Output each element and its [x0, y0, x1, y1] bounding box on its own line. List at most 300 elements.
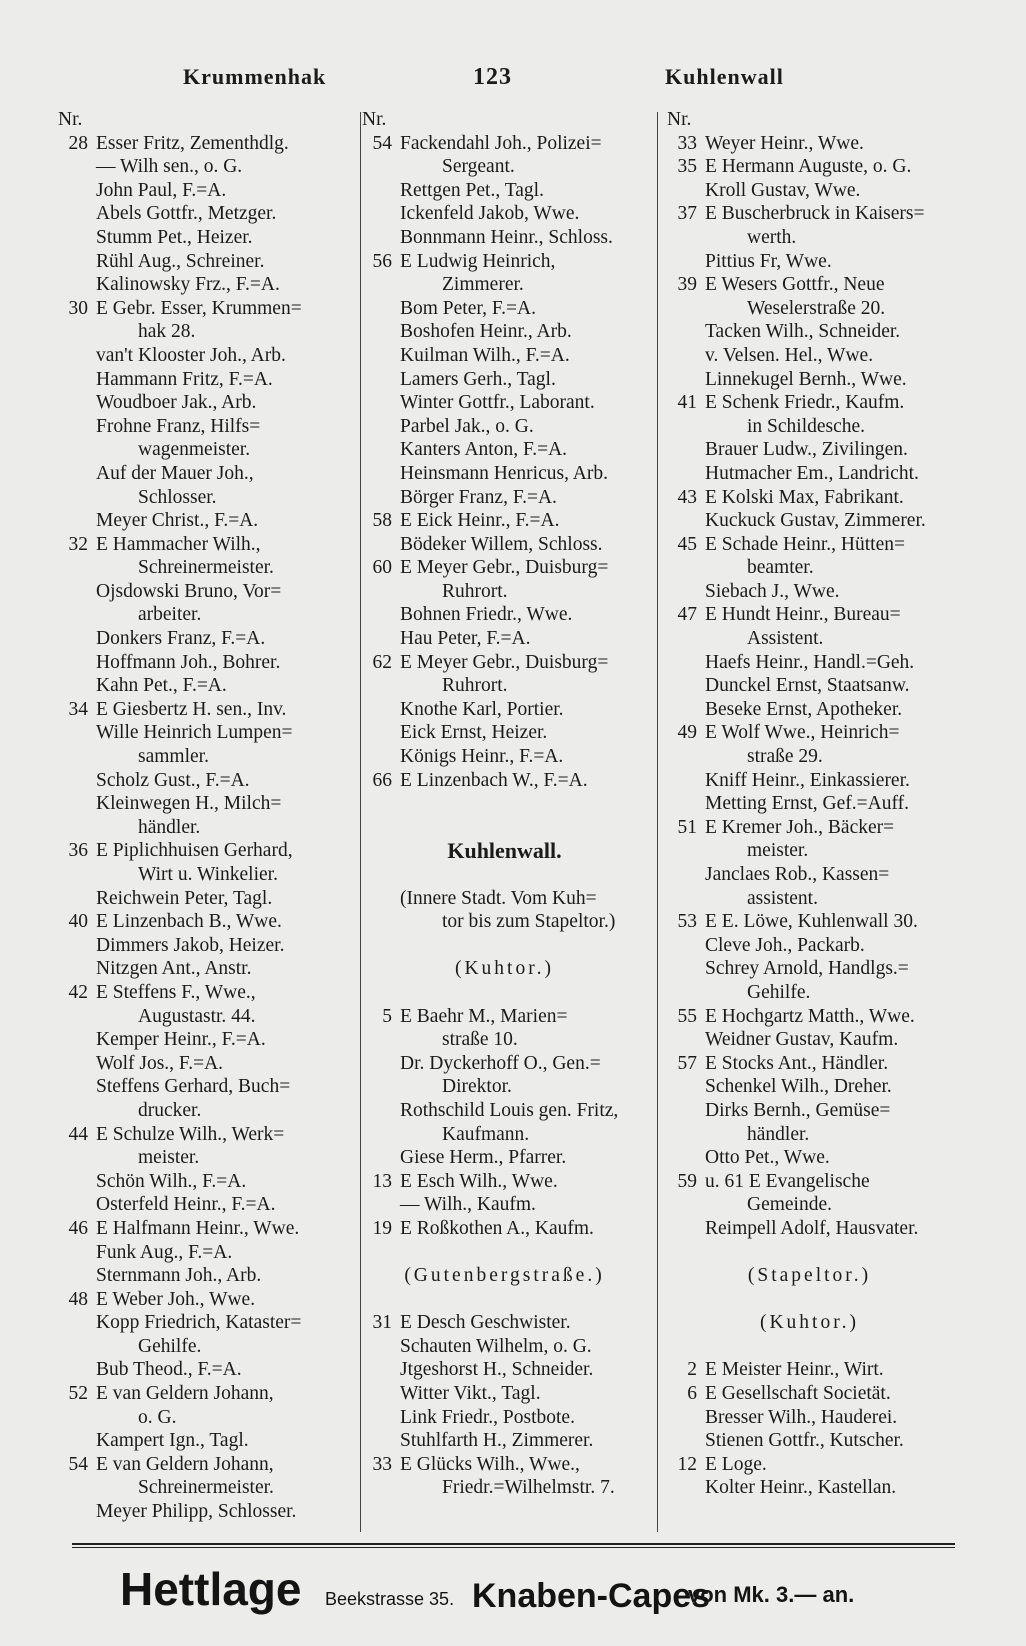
entry-text: van't Klooster Joh., Arb.: [96, 344, 286, 366]
directory-line: [58, 745, 358, 769]
entry-text: Linnekugel Bernh., Wwe.: [705, 368, 907, 390]
entry-text: wagenmeister.: [138, 439, 251, 461]
entry-text: Kahn Pet., F.=A.: [96, 675, 227, 697]
house-number: 33: [372, 1453, 392, 1475]
directory-line: [667, 1453, 967, 1477]
directory-line: [58, 1028, 358, 1052]
directory-line: [667, 509, 967, 533]
entry-text: E Esch Wilh., Wwe.: [400, 1170, 558, 1192]
ad-brand: Hettlage: [120, 1563, 302, 1615]
house-number: 39: [677, 274, 697, 296]
header-left-street: Krummenhak: [183, 64, 327, 89]
directory-line: [362, 887, 662, 911]
section-heading: (Gutenbergstraße.): [404, 1265, 605, 1287]
directory-line: [362, 486, 662, 510]
entry-text: werth.: [747, 226, 797, 248]
entry-text: assistent.: [747, 887, 818, 909]
page-number: 123: [473, 64, 512, 90]
directory-line: [667, 250, 967, 274]
entry-text: Knothe Karl, Portier.: [400, 698, 564, 720]
entry-text: in Schildesche.: [747, 415, 866, 437]
directory-line: [58, 179, 358, 203]
ad-price: von Mk. 3.— an.: [688, 1582, 855, 1607]
entry-text: Kaufmann.: [442, 1123, 530, 1145]
entry-text: E Piplichhuisen Gerhard,: [96, 840, 293, 862]
directory-line: [58, 957, 358, 981]
house-number: 37: [677, 203, 697, 225]
entry-text: Rühl Aug., Schreiner.: [96, 250, 265, 272]
directory-line: [362, 368, 662, 392]
column-2: [362, 108, 662, 1528]
directory-line: [362, 179, 662, 203]
entry-text: Meyer Christ., F.=A.: [96, 510, 259, 532]
entry-text: Eick Ernst, Heizer.: [400, 722, 548, 744]
directory-line: [362, 910, 662, 934]
directory-line: [362, 132, 662, 156]
entry-text: o. G.: [138, 1406, 177, 1428]
entry-text: u. 61 E Evangelische: [705, 1170, 870, 1192]
entry-text: Auf der Mauer Joh.,: [96, 462, 254, 484]
house-number: 53: [677, 911, 697, 933]
entry-text: — Wilh sen., o. G.: [96, 156, 243, 178]
entry-text: Reichwein Peter, Tagl.: [96, 887, 273, 909]
entry-text: Haefs Heinr., Handl.=Geh.: [705, 651, 915, 673]
directory-line: [362, 1123, 662, 1147]
directory-line: [362, 957, 662, 981]
house-number: 60: [372, 557, 392, 579]
entry-text: Kopp Friedrich, Kataster=: [96, 1312, 302, 1334]
house-number: 28: [68, 132, 88, 154]
directory-line: [58, 1052, 358, 1076]
entry-text: E Roßkothen A., Kaufm.: [400, 1217, 594, 1239]
directory-line: [362, 344, 662, 368]
house-number: 62: [372, 651, 392, 673]
directory-line: [58, 226, 358, 250]
directory-line: [667, 462, 967, 486]
entry-text: Hammann Fritz, F.=A.: [96, 368, 273, 390]
entry-text: Assistent.: [747, 628, 824, 650]
entry-text: E Hochgartz Matth., Wwe.: [705, 1005, 915, 1027]
directory-line: [58, 1075, 358, 1099]
directory-line: [667, 698, 967, 722]
directory-line: [667, 981, 967, 1005]
directory-line: [362, 1075, 662, 1099]
entry-text: Tacken Wilh., Schneider.: [705, 321, 901, 343]
directory-line: [58, 1358, 358, 1382]
house-number: 36: [68, 840, 88, 862]
entry-text: Dimmers Jakob, Heizer.: [96, 934, 285, 956]
entry-text: Dunckel Ernst, Staatsanw.: [705, 675, 910, 697]
entry-text: Otto Pet., Wwe.: [705, 1147, 830, 1169]
running-header: [155, 64, 805, 98]
entry-text: Kuilman Wilh., F.=A.: [400, 344, 570, 366]
entry-text: Lamers Gerh., Tagl.: [400, 368, 556, 390]
directory-line: [58, 108, 358, 132]
directory-line: [58, 887, 358, 911]
entry-text: Kemper Heinr., F.=A.: [96, 1029, 266, 1051]
footer-rule: [72, 1543, 955, 1545]
directory-line: [667, 320, 967, 344]
directory-line: [58, 863, 358, 887]
directory-line: [667, 745, 967, 769]
entry-text: Kalinowsky Frz., F.=A.: [96, 274, 280, 296]
directory-line: [58, 1500, 358, 1524]
directory-line: [362, 533, 662, 557]
entry-text: E Glücks Wilh., Wwe.,: [400, 1453, 580, 1475]
directory-line: [667, 438, 967, 462]
directory-line: [58, 769, 358, 793]
directory-line: [667, 957, 967, 981]
entry-text: straße 29.: [747, 746, 823, 768]
entry-text: Ruhrort.: [442, 580, 508, 602]
entry-text: E Wolf Wwe., Heinrich=: [705, 722, 900, 744]
directory-line: [58, 273, 358, 297]
directory-line: [667, 368, 967, 392]
entry-text: beamter.: [747, 557, 814, 579]
ad-product: Knaben-Capes: [472, 1577, 711, 1615]
entry-text: straße 10.: [442, 1029, 518, 1051]
directory-line: [667, 1099, 967, 1123]
directory-line: [58, 486, 358, 510]
directory-line: [667, 769, 967, 793]
house-number: 56: [372, 250, 392, 272]
directory-line: [667, 816, 967, 840]
directory-line: [58, 415, 358, 439]
entry-text: Schauten Wilhelm, o. G.: [400, 1335, 592, 1357]
directory-line: [58, 627, 358, 651]
directory-line: [58, 698, 358, 722]
directory-line: [58, 533, 358, 557]
directory-line: [667, 651, 967, 675]
entry-text: Ickenfeld Jakob, Wwe.: [400, 203, 580, 225]
directory-line: [58, 1264, 358, 1288]
entry-text: — Wilh., Kaufm.: [400, 1194, 536, 1216]
house-number: 6: [687, 1383, 697, 1405]
directory-line: [362, 1406, 662, 1430]
house-number: 58: [372, 510, 392, 532]
entry-text: drucker.: [138, 1099, 202, 1121]
house-number: 66: [372, 769, 392, 791]
directory-line: [58, 368, 358, 392]
entry-text: Kuckuck Gustav, Zimmerer.: [705, 510, 926, 532]
entry-text: Friedr.=Wilhelmstr. 7.: [442, 1477, 615, 1499]
directory-line: [667, 132, 967, 156]
entry-text: Fackendahl Joh., Polizei=: [400, 132, 602, 154]
entry-text: händler.: [747, 1123, 810, 1145]
directory-line: [362, 462, 662, 486]
directory-line: [58, 556, 358, 580]
directory-line: [667, 1476, 967, 1500]
entry-text: E Kolski Max, Fabrikant.: [705, 486, 904, 508]
directory-line: [667, 415, 967, 439]
entry-text: Hau Peter, F.=A.: [400, 628, 531, 650]
directory-line: [58, 1123, 358, 1147]
directory-line: [58, 1311, 358, 1335]
directory-line: [362, 863, 662, 887]
entry-text: Börger Franz, F.=A.: [400, 486, 557, 508]
entry-text: Scholz Gust., F.=A.: [96, 769, 250, 791]
entry-text: Hoffmann Joh., Bohrer.: [96, 651, 281, 673]
directory-line: [667, 486, 967, 510]
directory-line: [362, 816, 662, 840]
entry-text: Parbel Jak., o. G.: [400, 415, 534, 437]
house-number: 55: [677, 1005, 697, 1027]
entry-text: Weyer Heinr., Wwe.: [705, 132, 864, 154]
entry-text: Reimpell Adolf, Hausvater.: [705, 1217, 919, 1239]
directory-line: [58, 438, 358, 462]
directory-line: [362, 1146, 662, 1170]
entry-text: tor bis zum Stapeltor.): [442, 911, 616, 933]
directory-line: [362, 1028, 662, 1052]
entry-text: E Buscherbruck in Kaisers=: [705, 203, 925, 225]
entry-text: Metting Ernst, Gef.=Auff.: [705, 793, 909, 815]
directory-line: [667, 1358, 967, 1382]
directory-line: [667, 1193, 967, 1217]
directory-line: [362, 1429, 662, 1453]
house-number: 31: [372, 1312, 392, 1334]
directory-line: [58, 250, 358, 274]
entry-text: Bonnmann Heinr., Schloss.: [400, 226, 613, 248]
directory-line: [667, 297, 967, 321]
directory-line: [362, 1193, 662, 1217]
directory-line: [667, 1241, 967, 1265]
entry-text: E Gebr. Esser, Krummen=: [96, 297, 302, 319]
directory-line: [58, 674, 358, 698]
directory-line: [667, 674, 967, 698]
entry-text: Rettgen Pet., Tagl.: [400, 179, 544, 201]
entry-text: Direktor.: [442, 1076, 512, 1098]
directory-line: [58, 651, 358, 675]
entry-text: meister.: [138, 1147, 200, 1169]
directory-line: [362, 839, 662, 863]
entry-text: Funk Aug., F.=A.: [96, 1241, 233, 1263]
directory-line: [362, 391, 662, 415]
entry-text: Rothschild Louis gen. Fritz,: [400, 1099, 619, 1121]
entry-text: E Stocks Ant., Händler.: [705, 1052, 889, 1074]
entry-text: E Baehr M., Marien=: [400, 1005, 568, 1027]
directory-line: [667, 721, 967, 745]
entry-text: E Weber Joh., Wwe.: [96, 1288, 256, 1310]
directory-line: [667, 202, 967, 226]
directory-line: [58, 580, 358, 604]
directory-line: [667, 1075, 967, 1099]
directory-line: [58, 1453, 358, 1477]
directory-line: [58, 792, 358, 816]
section-heading: Kuhlenwall.: [447, 838, 562, 864]
directory-line: [667, 1429, 967, 1453]
directory-line: [667, 108, 967, 132]
directory-line: [667, 627, 967, 651]
entry-text: Wille Heinrich Lumpen=: [96, 722, 293, 744]
advertisement: [120, 1552, 980, 1616]
entry-text: Weidner Gustav, Kaufm.: [705, 1029, 899, 1051]
house-number: 40: [68, 911, 88, 933]
directory-line: [667, 1146, 967, 1170]
directory-line: [667, 863, 967, 887]
entry-text: E Hammacher Wilh.,: [96, 533, 261, 555]
entry-text: E Steffens F., Wwe.,: [96, 981, 256, 1003]
directory-line: [362, 1453, 662, 1477]
entry-text: E Kremer Joh., Bäcker=: [705, 816, 895, 838]
entry-text: Königs Heinr., F.=A.: [400, 746, 564, 768]
entry-text: Schreinermeister.: [138, 557, 274, 579]
directory-line: [667, 1170, 967, 1194]
entry-text: Stienen Gottfr., Kutscher.: [705, 1430, 904, 1452]
entry-text: Nr.: [58, 109, 83, 130]
house-number: 5: [382, 1005, 392, 1027]
directory-line: [58, 344, 358, 368]
entry-text: E Schade Heinr., Hütten=: [705, 533, 905, 555]
directory-line: [362, 438, 662, 462]
directory-line: [362, 745, 662, 769]
directory-line: [58, 1146, 358, 1170]
entry-text: Gehilfe.: [747, 981, 811, 1003]
directory-line: [667, 1382, 967, 1406]
directory-line: [667, 603, 967, 627]
directory-line: [58, 934, 358, 958]
directory-line: [667, 1052, 967, 1076]
directory-line: [362, 627, 662, 651]
header-right-street: Kuhlenwall: [665, 64, 784, 89]
entry-text: E E. Löwe, Kuhlenwall 30.: [705, 911, 918, 933]
entry-text: Abels Gottfr., Metzger.: [96, 203, 277, 225]
entry-text: Boshofen Heinr., Arb.: [400, 321, 572, 343]
house-number: 47: [677, 604, 697, 626]
house-number: 45: [677, 533, 697, 555]
entry-text: Schrey Arnold, Handlgs.=: [705, 958, 909, 980]
directory-line: [362, 556, 662, 580]
directory-line: [667, 556, 967, 580]
directory-line: [362, 1241, 662, 1265]
entry-text: E Eick Heinr., F.=A.: [400, 510, 560, 532]
entry-text: Gemeinde.: [747, 1194, 833, 1216]
directory-line: [362, 651, 662, 675]
column-3: [667, 108, 967, 1528]
directory-line: [58, 1429, 358, 1453]
directory-line: [362, 509, 662, 533]
directory-line: [362, 1264, 662, 1288]
entry-text: Giese Herm., Pfarrer.: [400, 1147, 567, 1169]
entry-text: Wolf Jos., F.=A.: [96, 1052, 224, 1074]
entry-text: E Wesers Gottfr., Neue: [705, 274, 885, 296]
directory-line: [362, 273, 662, 297]
entry-text: John Paul, F.=A.: [96, 179, 227, 201]
directory-line: [58, 1406, 358, 1430]
house-number: 52: [68, 1383, 88, 1405]
directory-line: [362, 1288, 662, 1312]
directory-line: [58, 462, 358, 486]
directory-line: [362, 721, 662, 745]
entry-text: Stuhlfarth H., Zimmerer.: [400, 1430, 594, 1452]
entry-text: Schlosser.: [138, 486, 217, 508]
column-divider: [360, 112, 361, 1532]
directory-line: [667, 179, 967, 203]
entry-text: E Meyer Gebr., Duisburg=: [400, 557, 609, 579]
directory-line: [667, 1005, 967, 1029]
entry-text: E van Geldern Johann,: [96, 1383, 274, 1405]
entry-text: E Linzenbach W., F.=A.: [400, 769, 588, 791]
house-number: 44: [68, 1123, 88, 1145]
entry-text: arbeiter.: [138, 604, 202, 626]
directory-line: [362, 1052, 662, 1076]
entry-text: v. Velsen. Hel., Wwe.: [705, 344, 874, 366]
entry-text: Woudboer Jak., Arb.: [96, 392, 257, 414]
entry-text: Kniff Heinr., Einkassierer.: [705, 769, 910, 791]
entry-text: E Schulze Wilh., Werk=: [96, 1123, 285, 1145]
directory-line: [667, 580, 967, 604]
house-number: 54: [372, 132, 392, 154]
directory-line: [667, 1123, 967, 1147]
directory-line: [58, 1217, 358, 1241]
directory-line: [362, 1311, 662, 1335]
directory-line: [667, 792, 967, 816]
directory-line: [362, 1335, 662, 1359]
house-number: 48: [68, 1288, 88, 1310]
entry-text: Wirt u. Winkelier.: [138, 864, 278, 885]
directory-line: [362, 934, 662, 958]
directory-line: [362, 981, 662, 1005]
entry-text: E Meister Heinr., Wirt.: [705, 1359, 884, 1381]
directory-line: [667, 344, 967, 368]
entry-text: Sergeant.: [442, 156, 515, 178]
entry-text: Jtgeshorst H., Schneider.: [400, 1359, 594, 1381]
entry-text: händler.: [138, 816, 201, 838]
directory-line: [362, 580, 662, 604]
entry-text: Dirks Bernh., Gemüse=: [705, 1099, 891, 1121]
entry-text: E van Geldern Johann,: [96, 1453, 274, 1475]
directory-line: [58, 721, 358, 745]
section-heading: (Kuhtor.): [759, 1312, 860, 1334]
entry-text: Schreinermeister.: [138, 1477, 274, 1499]
directory-line: [667, 391, 967, 415]
house-number: 54: [68, 1453, 88, 1475]
entry-text: Weselerstraße 20.: [747, 297, 886, 319]
entry-text: Beseke Ernst, Apotheker.: [705, 698, 903, 720]
directory-line: [362, 1476, 662, 1500]
entry-text: E Loge.: [705, 1453, 767, 1475]
entry-text: Stumm Pet., Heizer.: [96, 226, 253, 248]
directory-line: [58, 297, 358, 321]
directory-line: [58, 839, 358, 863]
directory-line: [58, 1193, 358, 1217]
directory-line: [362, 1005, 662, 1029]
entry-text: meister.: [747, 840, 809, 862]
entry-text: Augustastr. 44.: [138, 1005, 256, 1027]
house-number: 30: [68, 297, 88, 319]
house-number: 46: [68, 1217, 88, 1239]
entry-text: Bom Peter, F.=A.: [400, 297, 536, 319]
directory-line: [667, 887, 967, 911]
house-number: 32: [68, 533, 88, 555]
directory-line: [58, 320, 358, 344]
house-number: 2: [687, 1359, 697, 1381]
ad-address: Beekstrasse 35.: [325, 1589, 455, 1609]
directory-line: [362, 1217, 662, 1241]
directory-line: [58, 155, 358, 179]
entry-text: E Hundt Heinr., Bureau=: [705, 604, 901, 626]
entry-text: Frohne Franz, Hilfs=: [96, 415, 261, 437]
entry-text: E Giesbertz H. sen., Inv.: [96, 698, 287, 720]
entry-text: Hutmacher Em., Landricht.: [705, 462, 919, 484]
entry-text: (Innere Stadt. Vom Kuh=: [400, 887, 597, 909]
entry-text: Steffens Gerhard, Buch=: [96, 1076, 291, 1098]
directory-line: [362, 202, 662, 226]
entry-text: Meyer Philipp, Schlosser.: [96, 1501, 297, 1523]
house-number: 33: [677, 132, 697, 154]
directory-line: [362, 297, 662, 321]
footer-rule: [72, 1547, 955, 1548]
entry-text: Schenkel Wilh., Dreher.: [705, 1076, 892, 1098]
